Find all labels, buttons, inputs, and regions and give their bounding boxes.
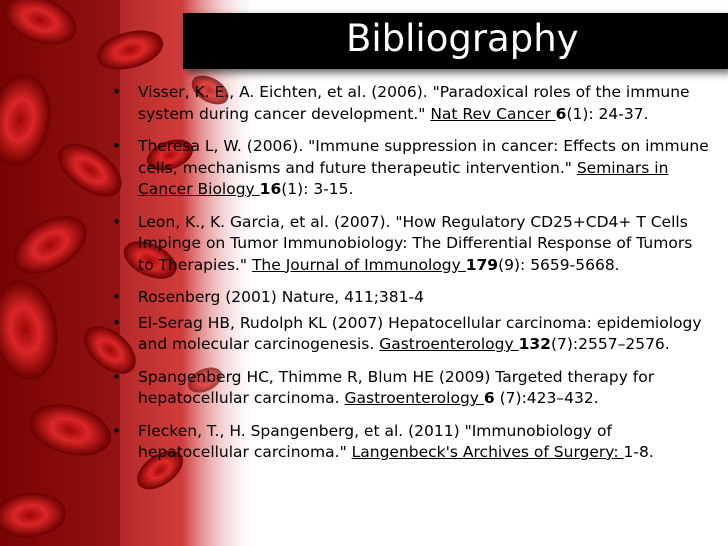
reference-item bbox=[112, 287, 712, 309]
journal-link[interactable]: Gastroenterology bbox=[379, 335, 519, 353]
reference-pages: 1-8. bbox=[623, 443, 654, 461]
reference-text: Rosenberg (2001) Nature, 411;381-4 bbox=[138, 288, 424, 306]
bullet-icon: • bbox=[112, 421, 122, 440]
bullet-icon: • bbox=[112, 288, 122, 306]
bullet-icon: • bbox=[112, 212, 122, 231]
reference-item bbox=[112, 367, 712, 410]
volume-number: 16 bbox=[259, 180, 282, 198]
volume-number: 6 bbox=[555, 104, 567, 123]
journal-link[interactable]: Seminars in Cancer Biology bbox=[138, 158, 669, 198]
reference-pages: (7):423–432. bbox=[494, 389, 599, 407]
slide-title: Bibliography bbox=[346, 17, 579, 60]
reference-item bbox=[112, 313, 712, 356]
volume-number: 132 bbox=[518, 335, 551, 353]
journal-link[interactable]: Langenbeck's Archives of Surgery: bbox=[351, 443, 624, 461]
reference-text: El-Serag HB, Rudolph KL (2007) Hepatocellular carcinoma: epidemiology and molecular carcinogenesis. bbox=[138, 313, 702, 353]
journal-link[interactable]: Gastroenterology bbox=[344, 389, 484, 407]
bullet-icon: • bbox=[112, 83, 122, 101]
reference-list bbox=[112, 82, 712, 464]
reference-item bbox=[112, 82, 712, 125]
bullet-icon: • bbox=[112, 137, 122, 155]
volume-number: 179 bbox=[465, 255, 499, 274]
reference-text: Spangenberg HC, Thimme R, Blum HE (2009) Targeted therapy for hepatocellular carcinoma. bbox=[138, 367, 655, 407]
bullet-icon: • bbox=[112, 313, 122, 332]
reference-pages: (7):2557–2576. bbox=[550, 335, 670, 353]
reference-text: Visser, K. E., A. Eichten, et al. (2006). "Paradoxical roles of the immune system during cancer development." bbox=[138, 83, 690, 123]
reference-item bbox=[112, 212, 712, 277]
reference-text: Flecken, T., H. Spangenberg, et al. (2011) "Immunobiology of hepatocellular carcinoma." bbox=[138, 421, 612, 461]
reference-pages: (1): 3-15. bbox=[281, 180, 354, 198]
journal-link[interactable]: Nat Rev Cancer bbox=[430, 104, 556, 123]
journal-link[interactable]: The Journal of Immunology bbox=[251, 255, 466, 274]
volume-number: 6 bbox=[483, 389, 495, 407]
reference-pages: (9): 5659-5668. bbox=[498, 255, 620, 274]
reference-pages: (1): 24-37. bbox=[566, 104, 649, 123]
reference-item bbox=[112, 421, 712, 464]
bullet-icon: • bbox=[112, 367, 122, 386]
reference-item bbox=[112, 136, 712, 201]
reference-text: Leon, K., K. Garcia, et al. (2007). "How Regulatory CD25+CD4+ T Cells Impinge on Tumor Immunobiology: The Differential Response of Tumors to Therapies." bbox=[138, 212, 693, 274]
reference-text: Theresa L, W. (2006). "Immune suppression in cancer: Effects on immune cells, mechanisms and future therapeutic intervention." bbox=[138, 137, 709, 177]
